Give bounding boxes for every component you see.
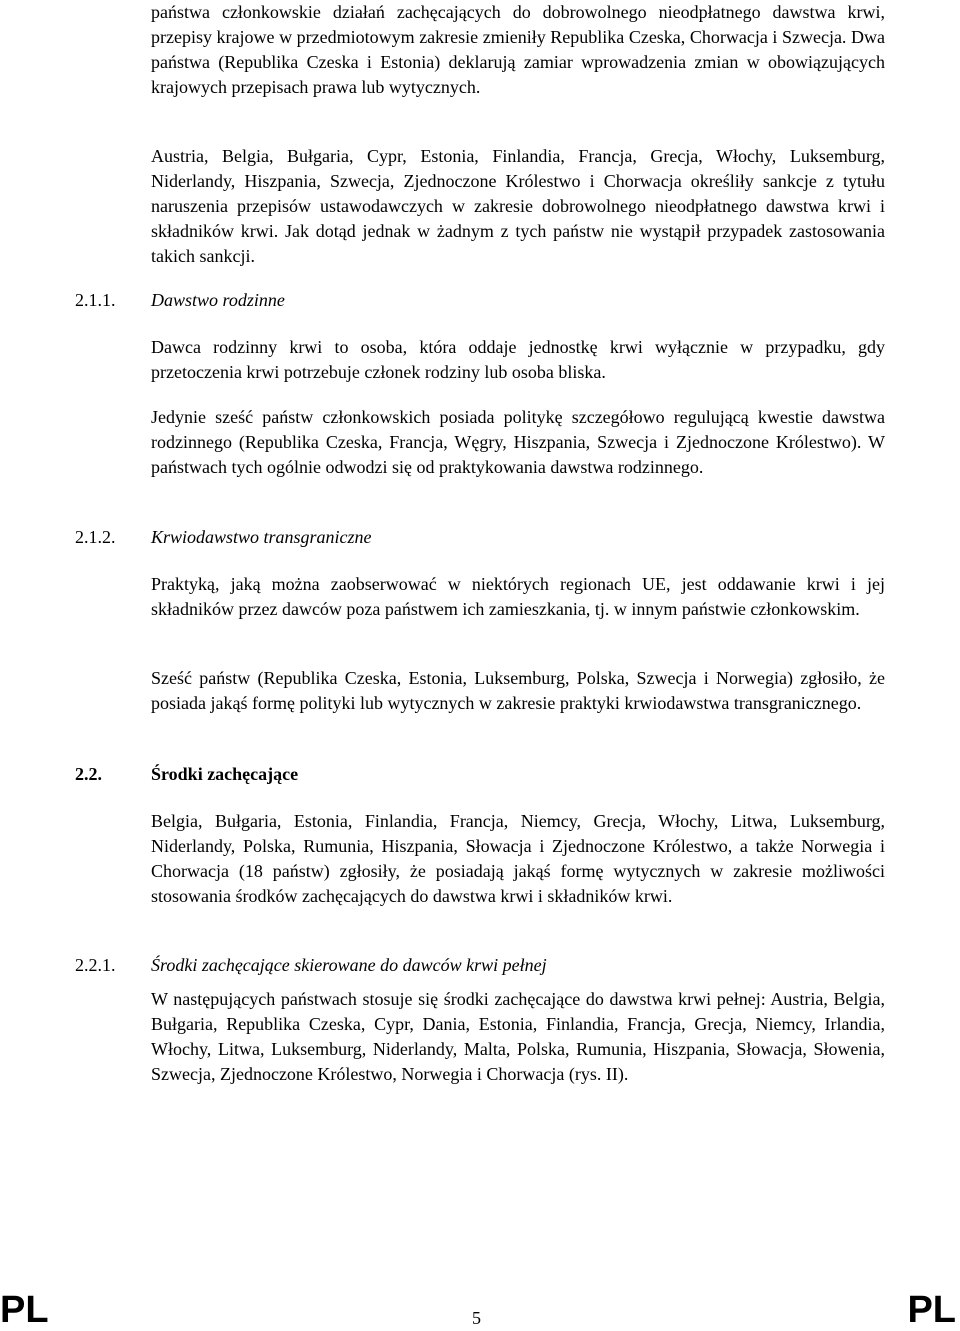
section-title-family-donation: Dawstwo rodzinne [151, 290, 285, 310]
section-title-whole-blood-incentives: Środki zachęcające skierowane do dawców krwi pełnej [151, 955, 547, 975]
paragraph-member-states-changes: państwa członkowskie działań zachęcających do dobrowolnego nieodpłatnego dawstwa krwi, przepisy krajowe w przedmiotowym zakresie zmieniły Republika Czeska, Chorwacja i Szwecja. Dwa państwa (Republika Czeska i Estonia) deklarują zamiar wprowadzenia zmian w obowiązujących krajowych przepisach prawa lub wytycznych. [151, 2, 885, 97]
footer-language-label-right: PL [907, 1289, 956, 1331]
paragraph-cross-border-policy: Sześć państw (Republika Czeska, Estonia, Luksemburg, Polska, Szwecja i Norwegia) zgłosiło, że posiada jakąś formę polityki lub wytycznych w zakresie praktyki krwiodawstwa transgranicznego. [151, 668, 885, 713]
section-number-2-1-2: 2.1.2. [75, 527, 116, 547]
paragraph-family-donation-policy: Jedynie sześć państw członkowskich posiada politykę szczegółowo regulującą kwestie dawstwa rodzinnego (Republika Czeska, Francja, Węgry, Hiszpania, Szwecja i Zjednoczone Królestwo). W państwach tych ogólnie odwodzi się od praktykowania dawstwa rodzinnego. [151, 407, 885, 477]
paragraph-incentive-guidelines: Belgia, Bułgaria, Estonia, Finlandia, Francja, Niemcy, Grecja, Włochy, Litwa, Luksemburg, Niderlandy, Polska, Rumunia, Hiszpania, Słowacja i Zjednoczone Królestwo, a także Norwegia i Chorwacja (18 państw) zgłosiły, że posiadają jakąś formę wytycznych w zakresie możliwości stosowania środków zachęcających do dawstwa krwi i składników krwi. [151, 811, 885, 906]
paragraph-cross-border-practice: Praktyką, jaką można zaobserwować w niektórych regionach UE, jest oddawanie krwi i jej składników przez dawców poza państwem ich zamieszkania, tj. w innym państwie członkowskim. [151, 574, 885, 619]
page-number: 5 [472, 1308, 481, 1328]
section-title-incentives: Środki zachęcające [151, 764, 299, 784]
paragraph-whole-blood-countries: W następujących państwach stosuje się środki zachęcające do dawstwa krwi pełnej: Austria, Belgia, Bułgaria, Republika Czeska, Cypr, Dania, Estonia, Finlandia, Francja, Grecja, Niemcy, Irlandia, Włochy, Litwa, Luksemburg, Niderlandy, Malta, Polska, Rumunia, Hiszpania, Słowacja, Słowenia, Szwecja, Zjednoczone Królestwo, Norwegia i Chorwacja (rys. II). [151, 989, 885, 1084]
section-number-2-2-1: 2.2.1. [75, 955, 116, 975]
paragraph-sanctions: Austria, Belgia, Bułgaria, Cypr, Estonia, Finlandia, Francja, Grecja, Włochy, Luksemburg, Niderlandy, Hiszpania, Szwecja, Zjednoczone Królestwo i Chorwacja określiły sankcje z tytułu naruszenia przepisów ustawodawczych w zakresie dobrowolnego nieodpłatnego dawstwa krwi i składników krwi. Jak dotąd jednak w żadnym z tych państw nie wystąpił przypadek zastosowania takich sankcji. [151, 146, 885, 266]
section-title-cross-border: Krwiodawstwo transgraniczne [151, 527, 372, 547]
section-number-2-1-1: 2.1.1. [75, 290, 116, 310]
footer-language-label-left: PL [0, 1289, 49, 1331]
section-number-2-2: 2.2. [75, 764, 102, 784]
paragraph-family-donor-definition: Dawca rodzinny krwi to osoba, która oddaje jednostkę krwi wyłącznie w przypadku, gdy przetoczenia krwi potrzebuje członek rodziny lub osoba bliska. [151, 337, 885, 382]
